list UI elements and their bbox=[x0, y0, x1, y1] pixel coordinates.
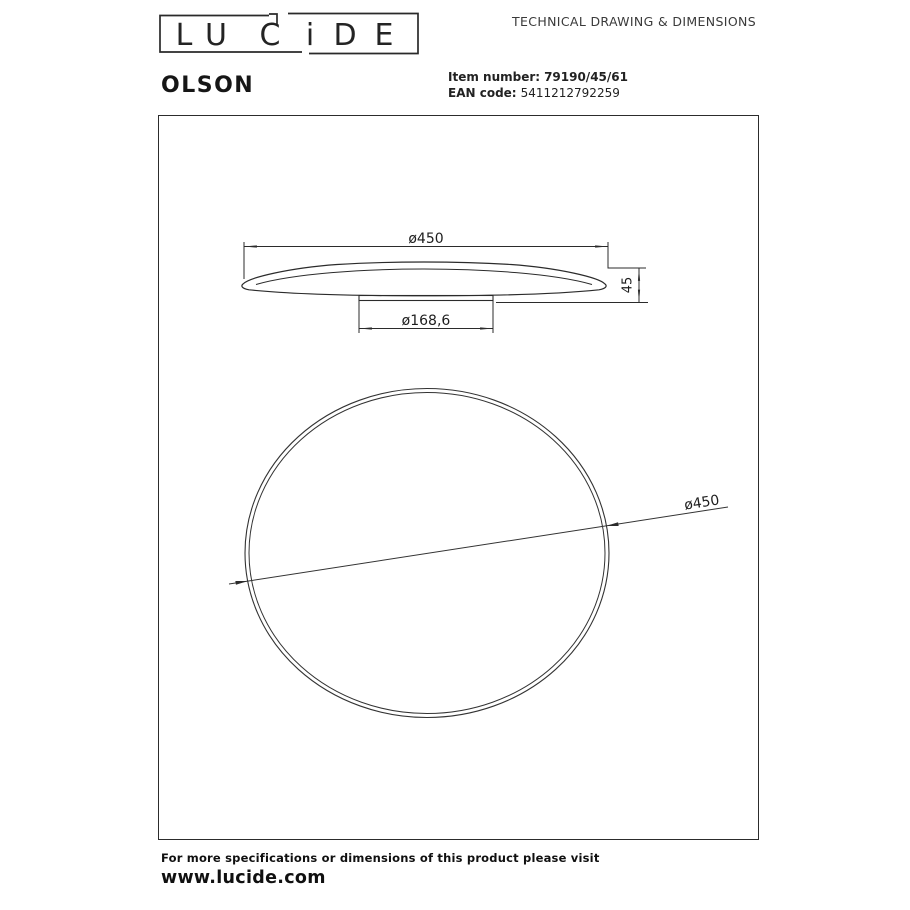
page-title: OLSON bbox=[161, 73, 255, 98]
item-number-row bbox=[448, 70, 628, 86]
ean-value: 5411212792259 bbox=[520, 85, 620, 100]
logo-letter-e: E bbox=[374, 18, 394, 53]
top-diameter-arrow-right bbox=[606, 522, 619, 528]
product-codes bbox=[448, 70, 628, 101]
footer-note: For more specifications or dimensions of this product please visit bbox=[161, 851, 600, 865]
drawing-box bbox=[158, 115, 759, 840]
base-diameter-label: ø168,6 bbox=[401, 313, 451, 329]
side-diameter-label: ø450 bbox=[408, 231, 444, 247]
logo-letter-u: U bbox=[205, 18, 227, 53]
side-dim450-ext-right bbox=[608, 242, 646, 268]
top-diameter-line bbox=[229, 507, 728, 584]
lamp-side-inner-seam bbox=[256, 269, 592, 285]
doc-title: TECHNICAL DRAWING & DIMENSIONS bbox=[512, 14, 756, 29]
lucide-logo bbox=[158, 11, 420, 57]
item-number-label: Item number: bbox=[448, 70, 541, 84]
ean-label: EAN code: bbox=[448, 85, 517, 100]
footer-website: www.lucide.com bbox=[161, 868, 326, 888]
footer bbox=[161, 851, 600, 888]
top-diameter-label: ø450 bbox=[683, 492, 721, 514]
item-number-value: 79190/45/61 bbox=[544, 70, 628, 84]
lamp-side-outline bbox=[242, 262, 606, 296]
logo-letter-c: C bbox=[259, 18, 281, 53]
logo-letter-i: i bbox=[305, 18, 315, 53]
logo-letter-d: D bbox=[333, 18, 357, 53]
technical-drawing bbox=[159, 116, 757, 838]
top-view bbox=[229, 389, 728, 718]
ean-row bbox=[448, 86, 628, 102]
logo-letter-l: L bbox=[175, 18, 193, 53]
top-diameter-arrow-left bbox=[235, 579, 248, 585]
height-label: 45 bbox=[620, 276, 636, 294]
